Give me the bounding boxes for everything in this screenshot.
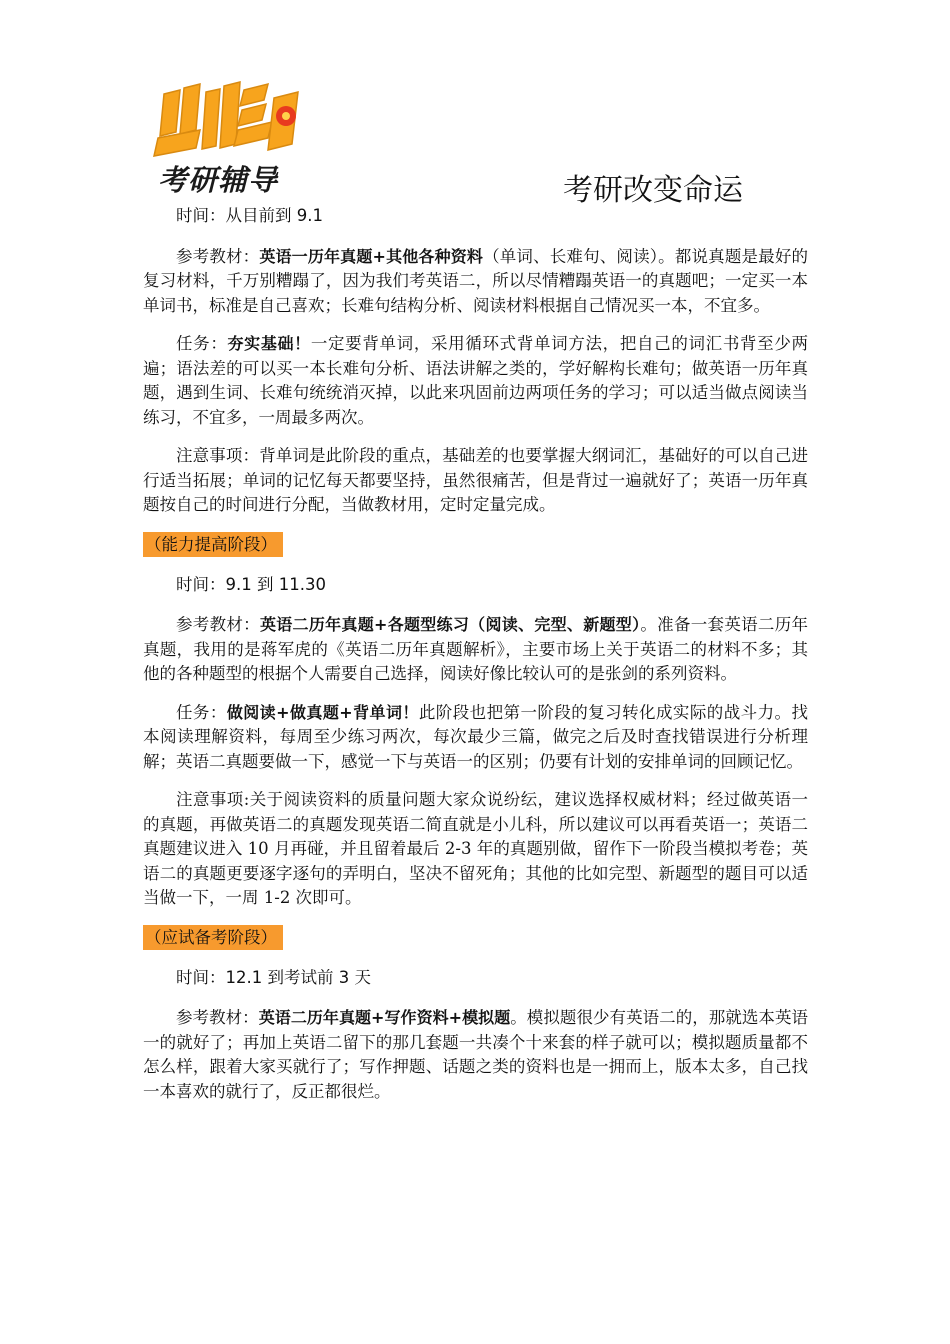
stage2-reference: 参考教材：英语二历年真题+各题型练习（阅读、完型、新题型）。准备一套英语二历年真题，我用的是蒋军虎的《英语二历年真题解析》，主要市场上关于英语二的材料不多；其他的各种题型的根据个人需要自己选择，阅读好像比较认可的是张剑的系列资料。 (143, 615, 808, 683)
stage2-heading: （能力提高阶段） (143, 532, 283, 557)
stage2-time: 时间：9.1 到 11.30 (176, 574, 326, 594)
stage3-heading: （应试备考阶段） (143, 925, 283, 950)
logo-caption: 考研辅导 (158, 163, 279, 197)
stage1-time: 时间：从目前到 9.1 (176, 206, 323, 225)
stage1-reference: 参考教材：英语一历年真题+其他各种资料（单词、长难句、阅读）。都说真题是最好的复习材料，千万别糟蹋了，因为我们考英语二，所以尽情糟蹋英语一的真题吧；一定买一本单词书，标准是自己喜欢；长难句结构分析、阅读材料根据自己情况买一本，不宜多。 (143, 246, 809, 315)
document-body (143, 204, 808, 1118)
stage3-time: 时间：12.1 到考试前 3 天 (176, 967, 371, 987)
stage1-note: 注意事项：背单词是此阶段的重点，基础差的也要掌握大纲词汇，基础好的可以自己进行适当拓展；单词的记忆每天都要坚持，虽然很痛苦，但是背过一遍就好了；英语一历年真题按自己的时间进行分配，当做教材用，定时定量完成。 (143, 446, 809, 514)
stage1-task: 任务：夯实基础！一定要背单词，采用循环式背单词方法，把自己的词汇书背至少两遍；语法差的可以买一本长难句分析、语法讲解之类的，学好解构长难句；做英语一历年真题，遇到生词、长难句统统消灭掉，以此来巩固前边两项任务的学习；可以适当做点阅读当练习，不宜多，一周最多两次。 (143, 334, 808, 427)
stage2-task: 任务：做阅读+做真题+背单词！此阶段也把第一阶段的复习转化成实际的战斗力。找本阅读理解资料，每周至少练习两次，每次最少三篇，做完之后及时查找错误进行分析理解；英语二真题要做一下，感觉一下与英语一的区别；仍要有计划的安排单词的回顾记忆。 (143, 702, 808, 771)
slogan: 考研改变命运 (563, 173, 743, 208)
stage2-note: 注意事项:关于阅读资料的质量问题大家众说纷纭，建议选择权威材料；经过做英语一的真题，再做英语二的真题发现英语二简直就是小儿科，所以建议可以再看英语一；英语二真题建议进入 10 月再碰，并且留着最后 2-3 年的真题别做，留作下一阶段当模拟考卷；英语二的真题更要逐字逐句的弄明白，坚决不留死角；其他的比如完型、新题型的题目可以适当做一下，一周 1-2 次即可。 (143, 790, 809, 907)
stage3-reference: 参考教材：英语二历年真题+写作资料+模拟题。模拟题很少有英语二的，那就选本英语一的就好了；再加上英语二留下的那几套题一共凑个十来套的样子就可以；模拟题质量都不怎么样，跟着大家买就行了；写作押题、话题之类的资料也是一拥而上，版本太多，自己找一本喜欢的就行了，反正都很烂。 (143, 1008, 809, 1101)
